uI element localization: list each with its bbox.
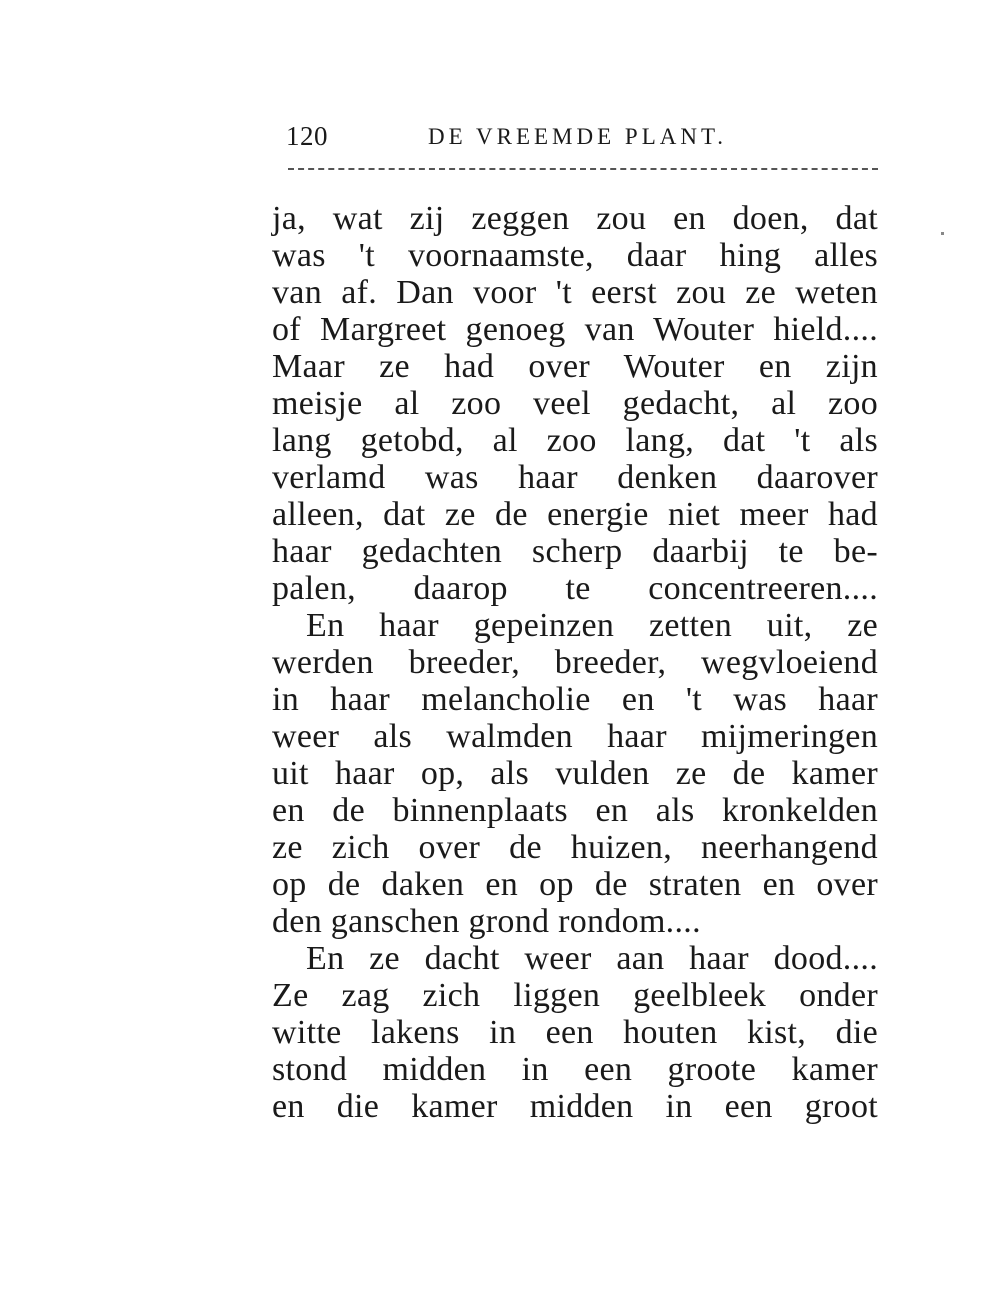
text-line: in haar melancholie en 't was haar (272, 681, 878, 718)
running-title: DE VREEMDE PLANT. (428, 124, 728, 149)
text-line: uit haar op, als vulden ze de kamer (272, 755, 878, 792)
text-line: Ze zag zich liggen geelbleek onder (272, 977, 878, 1014)
page-number: 120 (286, 121, 328, 151)
text-line: weer als walmden haar mijmeringen (272, 718, 878, 755)
text-line: werden breeder, breeder, wegvloeiend (272, 644, 878, 681)
text-line: en de binnenplaats en als kronkelden (272, 792, 878, 829)
text-line: alleen, dat ze de energie niet meer had (272, 496, 878, 533)
text-line: meisje al zoo veel gedacht, al zoo (272, 385, 878, 422)
text-line: van af. Dan voor 't eerst zou ze weten (272, 274, 878, 311)
text-line: En ze dacht weer aan haar dood.... (306, 940, 878, 977)
text-line: of Margreet genoeg van Wouter hield.... (272, 311, 878, 348)
text-line: Maar ze had over Wouter en zijn (272, 348, 878, 385)
body-text (272, 200, 878, 1125)
scan-speck (941, 232, 944, 235)
text-line: en die kamer midden in een groot (272, 1088, 878, 1125)
text-line: haar gedachten scherp daarbij te be- (272, 533, 878, 570)
header-rule (288, 168, 878, 170)
running-head (286, 118, 878, 158)
text-line: En haar gepeinzen zetten uit, ze (306, 607, 878, 644)
text-line: stond midden in een groote kamer (272, 1051, 878, 1088)
text-line: ja, wat zij zeggen zou en doen, dat (272, 200, 878, 237)
text-line: verlamd was haar denken daarover (272, 459, 878, 496)
text-line: was 't voornaamste, daar hing alles (272, 237, 878, 274)
text-line: witte lakens in een houten kist, die (272, 1014, 878, 1051)
text-line: palen, daarop te concentreeren.... (272, 570, 878, 607)
text-line: op de daken en op de straten en over (272, 866, 878, 903)
text-line: lang getobd, al zoo lang, dat 't als (272, 422, 878, 459)
text-line: ze zich over de huizen, neerhangend (272, 829, 878, 866)
text-line: den ganschen grond rondom.... (272, 903, 701, 940)
